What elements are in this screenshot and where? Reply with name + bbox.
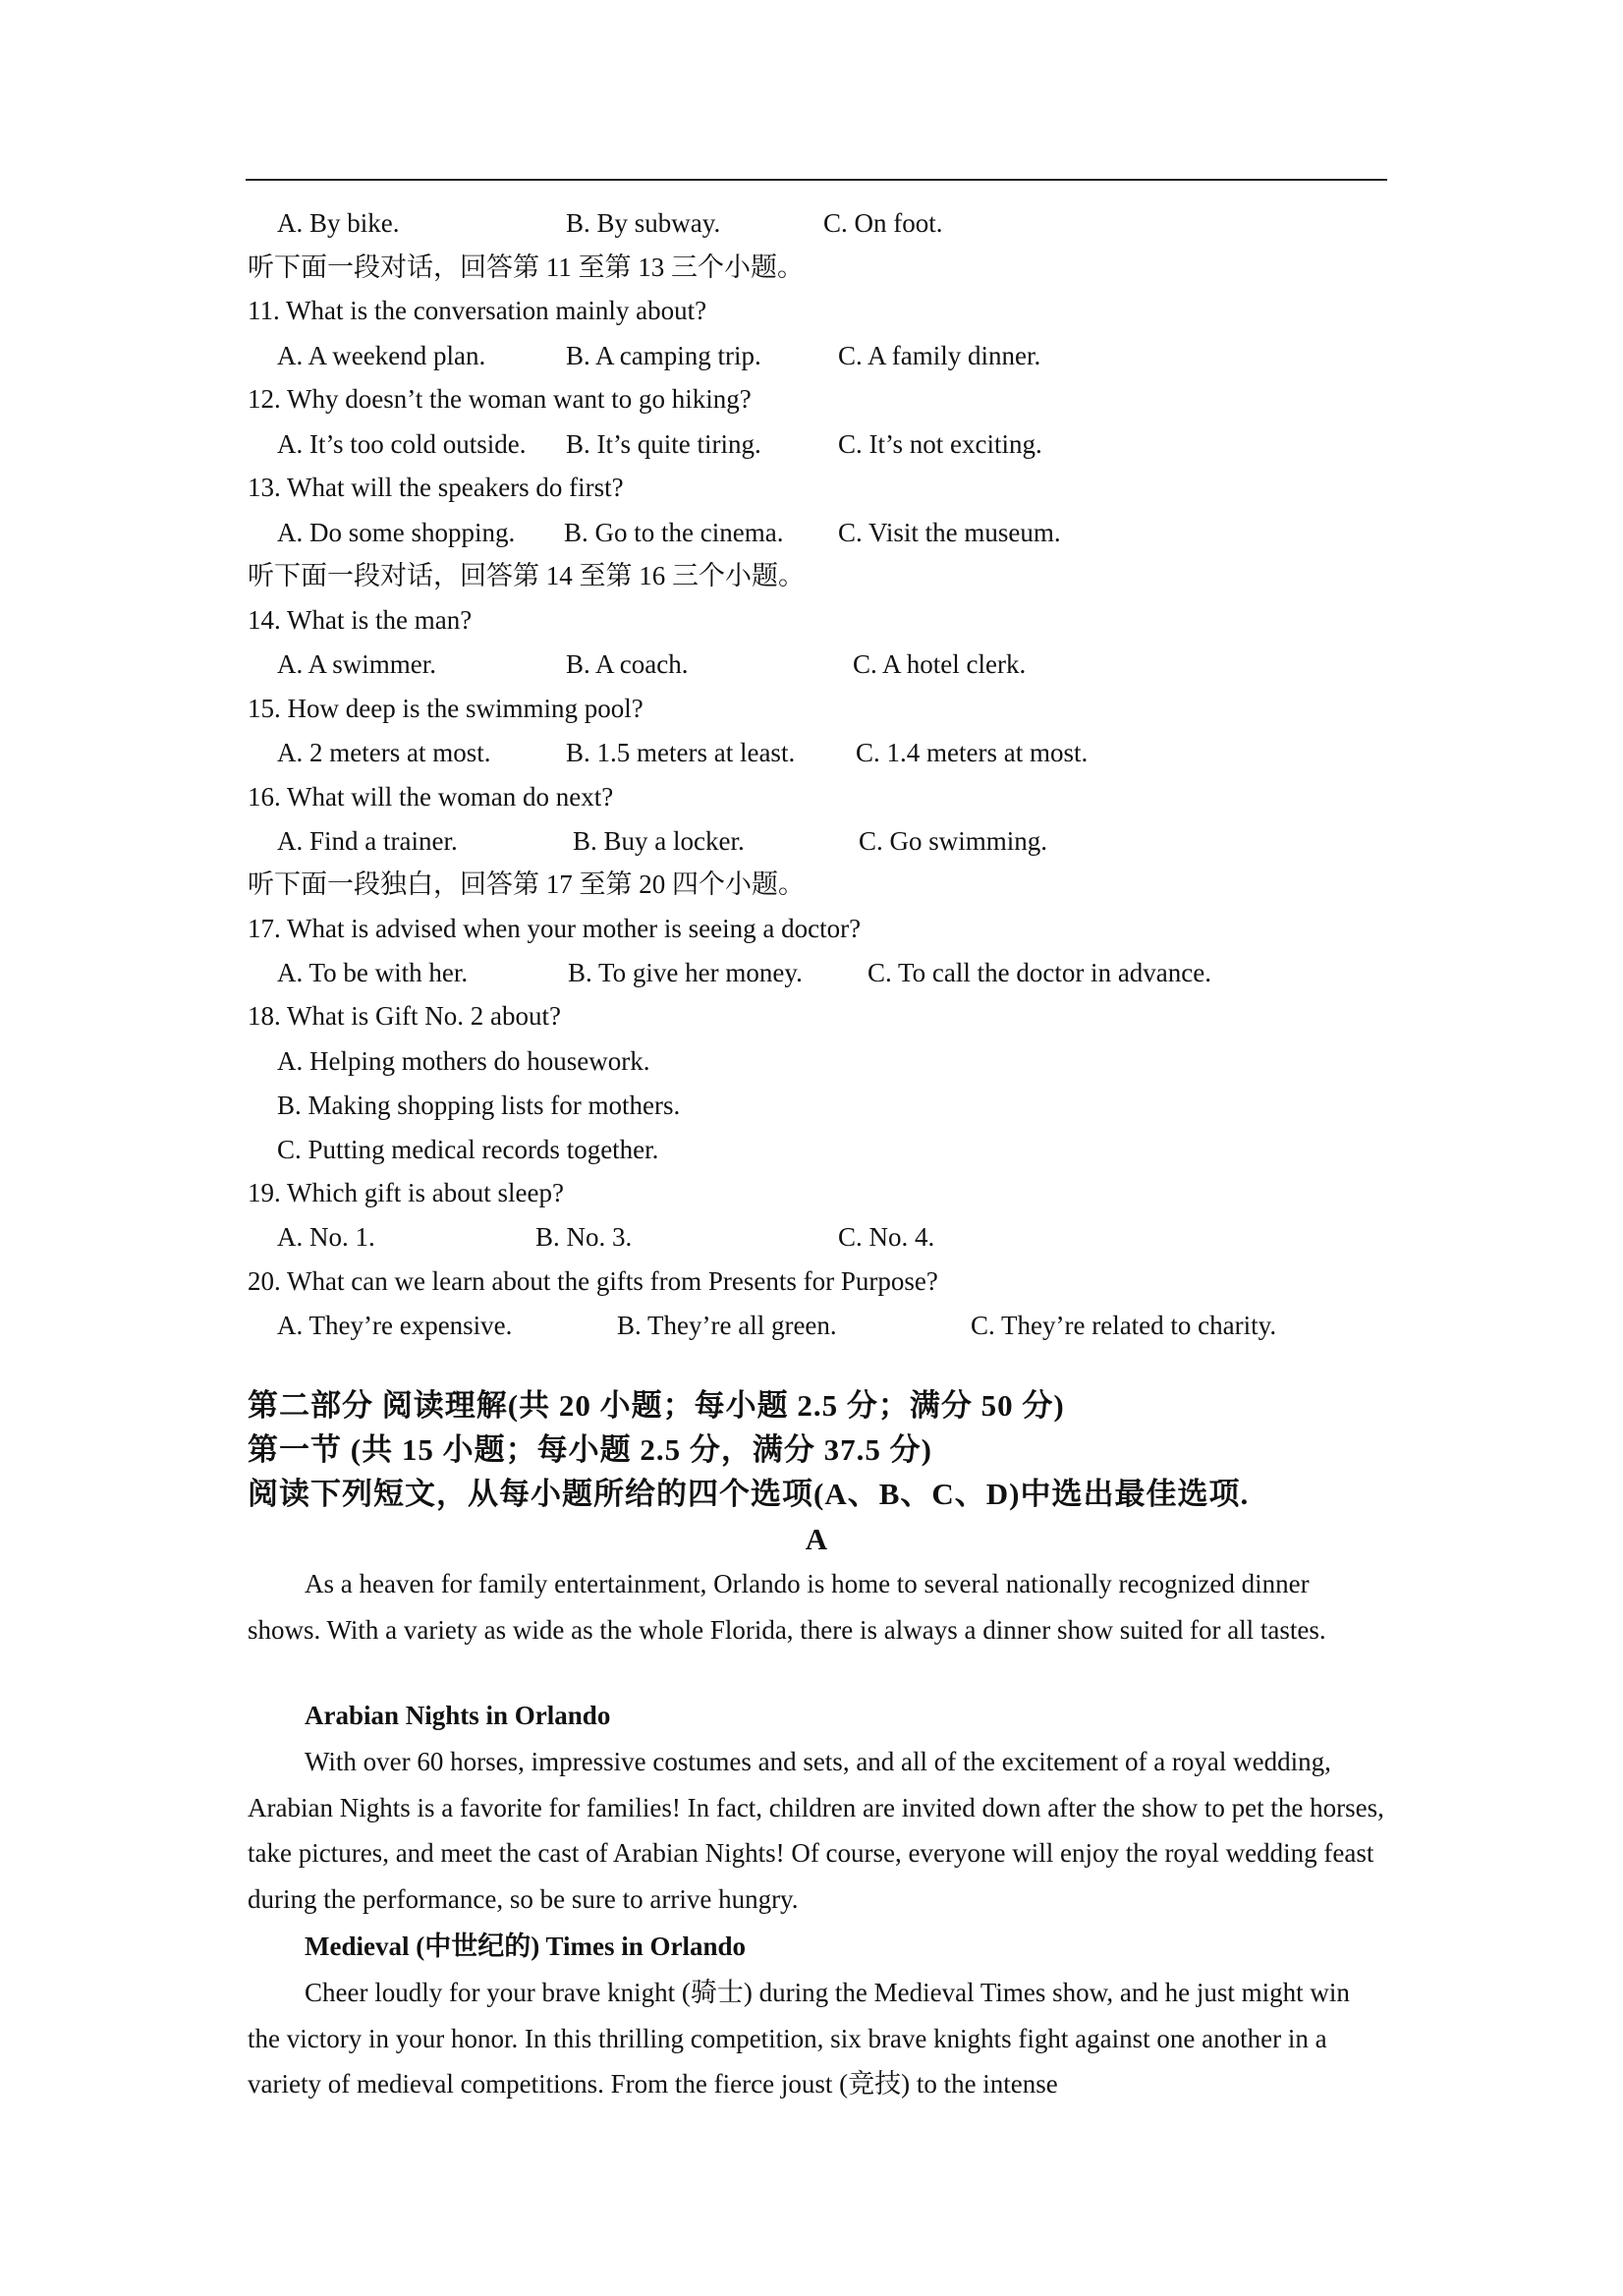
q14-option-a[interactable]: A. A swimmer. (277, 649, 437, 679)
q13-option-b[interactable]: B. Go to the cinema. (564, 518, 784, 547)
q17-option-b[interactable]: B. To give her money. (568, 958, 803, 987)
q10-option-a[interactable]: A. By bike. (277, 208, 400, 238)
instruction-14-16: 听下面一段对话，回答第 14 至第 16 三个小题。 (248, 561, 805, 590)
question-18: 18. What is Gift No. 2 about? (248, 1001, 561, 1031)
q19-option-a[interactable]: A. No. 1. (277, 1222, 375, 1252)
q11-option-a[interactable]: A. A weekend plan. (277, 341, 486, 370)
passage-label: A (805, 1522, 828, 1556)
question-20: 20. What can we learn about the gifts from Presents for Purpose? (248, 1266, 938, 1296)
q12-option-b[interactable]: B. It’s quite tiring. (566, 429, 761, 459)
reading-instruction: 阅读下列短文，从每小题所给的四个选项(A、B、C、D)中选出最佳选项. (248, 1477, 1250, 1511)
q10-option-b[interactable]: B. By subway. (566, 208, 721, 238)
paragraph-medieval-times: Cheer loudly for your brave knight (骑士) during the Medieval Times show, and he just might win the victory in your honor. In this thrilling competition, six brave knights fight against one another in a variety of medieval competitions. From the fierce joust (竞技) to the intense (248, 1978, 1350, 2099)
question-17: 17. What is advised when your mother is seeing a doctor? (248, 914, 862, 943)
q11-option-c[interactable]: C. A family dinner. (838, 341, 1041, 370)
q12-option-a[interactable]: A. It’s too cold outside. (277, 429, 527, 459)
q11-option-b[interactable]: B. A camping trip. (566, 341, 761, 370)
q10-option-c[interactable]: C. On foot. (823, 208, 943, 238)
q17-option-c[interactable]: C. To call the doctor in advance. (867, 958, 1211, 987)
q16-option-c[interactable]: C. Go swimming. (859, 826, 1048, 856)
q18-option-c[interactable]: C. Putting medical records together. (277, 1135, 659, 1164)
heading-arabian-nights: Arabian Nights in Orlando (305, 1701, 611, 1730)
q20-option-b[interactable]: B. They’re all green. (617, 1311, 837, 1340)
q14-option-b[interactable]: B. A coach. (566, 649, 689, 679)
q18-option-a[interactable]: A. Helping mothers do housework. (277, 1046, 650, 1076)
q19-option-c[interactable]: C. No. 4. (838, 1222, 935, 1252)
q18-option-b[interactable]: B. Making shopping lists for mothers. (277, 1091, 681, 1120)
heading-medieval-times: Medieval (中世纪的) Times in Orlando (305, 1932, 747, 1961)
q17-option-a[interactable]: A. To be with her. (277, 958, 469, 987)
q15-option-b[interactable]: B. 1.5 meters at least. (566, 738, 796, 767)
q14-option-c[interactable]: C. A hotel clerk. (853, 649, 1027, 679)
paragraph-arabian-nights: With over 60 horses, impressive costumes and sets, and all of the excitement of a royal wedding, Arabian Nights is a favorite for families! In fact, children are invited down after the show to pet the horses, take pictures, and meet the cast of Arabian Nights! Of course, everyone will enjoy the royal wedding feast during the performance, so be sure to arrive hungry. (248, 1747, 1384, 1914)
q20-option-a[interactable]: A. They’re expensive. (277, 1311, 513, 1340)
question-12: 12. Why doesn’t the woman want to go hiking? (248, 384, 752, 414)
q15-option-c[interactable]: C. 1.4 meters at most. (856, 738, 1089, 767)
q19-option-b[interactable]: B. No. 3. (535, 1222, 633, 1252)
q13-option-a[interactable]: A. Do some shopping. (277, 518, 516, 547)
q20-option-c[interactable]: C. They’re related to charity. (971, 1311, 1277, 1340)
q12-option-c[interactable]: C. It’s not exciting. (838, 429, 1042, 459)
question-16: 16. What will the woman do next? (248, 782, 614, 812)
header-rule (246, 179, 1387, 181)
question-19: 19. Which gift is about sleep? (248, 1178, 564, 1207)
instruction-17-20: 听下面一段独白，回答第 17 至第 20 四个小题。 (248, 869, 805, 899)
q16-option-b[interactable]: B. Buy a locker. (573, 826, 745, 856)
question-15: 15. How deep is the swimming pool? (248, 694, 644, 723)
passage-intro: As a heaven for family entertainment, Orlando is home to several nationally recognized dinner shows. With a variety as wide as the whole Florida, there is always a dinner show suited for all tastes. (248, 1569, 1326, 1645)
q15-option-a[interactable]: A. 2 meters at most. (277, 738, 491, 767)
question-13: 13. What will the speakers do first? (248, 473, 624, 502)
q13-option-c[interactable]: C. Visit the museum. (838, 518, 1061, 547)
q16-option-a[interactable]: A. Find a trainer. (277, 826, 458, 856)
section1-title: 第一节 (共 15 小题；每小题 2.5 分，满分 37.5 分) (248, 1432, 932, 1467)
question-11: 11. What is the conversation mainly about? (248, 296, 707, 325)
question-14: 14. What is the man? (248, 605, 473, 635)
part2-title: 第二部分 阅读理解(共 20 小题；每小题 2.5 分；满分 50 分) (248, 1388, 1065, 1423)
instruction-11-13: 听下面一段对话，回答第 11 至第 13 三个小题。 (248, 252, 804, 282)
